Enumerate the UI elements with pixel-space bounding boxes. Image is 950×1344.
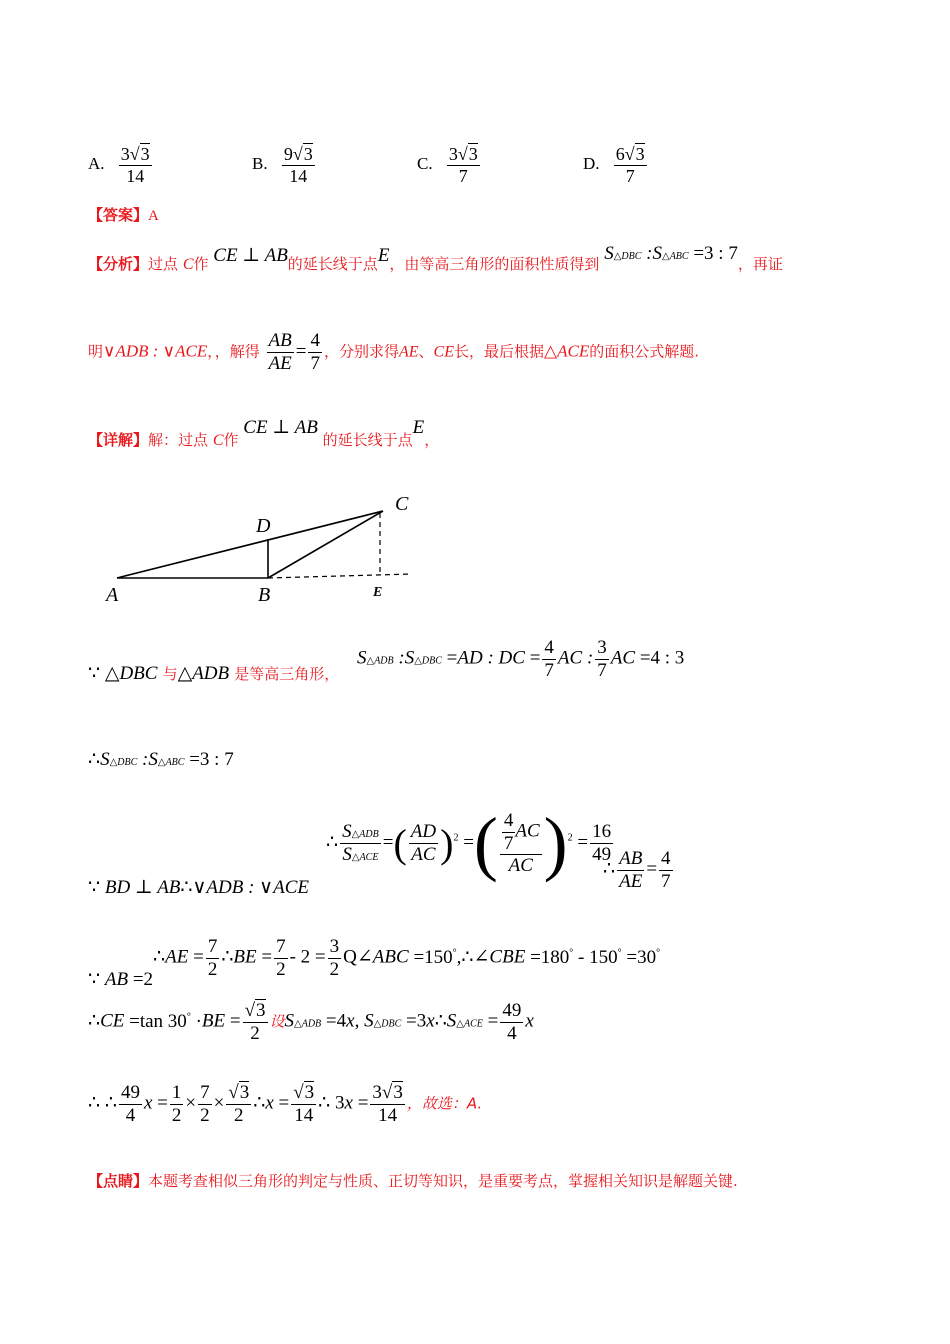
label-a: A <box>106 584 119 606</box>
detail-line-1: 【详解】解：过点 C作 CE ⊥ AB 的延长线于点E， <box>88 417 440 449</box>
step-4: ∵ AB =2∴AE = $\frac{7}{2}$ ∴BE = $\frac{7}{2}$ - 2 = $\frac{3}{2}$ Q∠ABC =150°,∴∠CBE =180° - 150° =30° <box>88 936 661 990</box>
label-c: C <box>395 493 409 515</box>
analysis-line-2: 明∨ADB : ∨ACE，，解得 $\frac{AB}{AE}$ = $\frac{4}{7}$ ，分别求得AE、CE长，最后根据△ACE的面积公式解题. <box>88 330 699 374</box>
option-c: C. $\frac{3√3}{7}$ <box>417 144 478 186</box>
answer-line: 【答案】A <box>88 206 159 224</box>
option-b: B. $\frac{9√3}{14}$ <box>252 144 313 186</box>
label-d: D <box>256 515 271 537</box>
label-b: B <box>258 584 271 606</box>
step-3-result: ∴ $\frac{AB}{AE}$ = $\frac{4}{7}$ <box>603 848 671 892</box>
step-6: ∴ ∴ $\frac{49}{4}$ x = $\frac{1}{2}$ × $\frac{7}{2}$ × $\frac{√3}{2}$ ∴x = $\frac{√3}{14}$ ∴ 3x = $\frac{3√3}{14}$ ，故选：A. <box>88 1082 483 1126</box>
step-3-formula: ∴ $\frac{\text{S△ADB}}{\text{S△ACE}}$ =( $\frac{AD}{AC}$ )$^2$ =( $\frac{4}{7}$ AC AC )$^2$ = $\frac{16}{49}$ <box>326 803 612 883</box>
option-d: D. $\frac{6√3}{7}$ <box>583 144 645 186</box>
step-1-formula: S△ADB :S△DBC =AD : DC = $\frac{4}{7}$ AC : $\frac{3}{7}$ AC =4 : 3 <box>357 637 685 681</box>
geometry-figure <box>100 488 430 608</box>
comment-line: 【点睛】本题考查相似三角形的判定与性质、正切等知识，是重要考点，掌握相关知识是解题关键. <box>88 1172 738 1190</box>
option-a: A. $\frac{3√3}{14}$ <box>88 144 150 186</box>
analysis-line-1: 【分析】过点 C作 CE ⊥ AB的延长线于点E，由等高三角形的面积性质得到 S△DBC :S△ABC =3 : 7，再证 <box>88 243 783 273</box>
step-2: ∴S△DBC :S△ABC =3 : 7 <box>88 749 234 770</box>
step-3: ∵ BD ⊥ AB∴∨ADB : ∨ACE <box>88 877 309 898</box>
label-e: E <box>373 585 383 600</box>
step-5: ∴CE =tan 30° ·BE = $\frac{√3}{2}$ 设S△ADB =4x, S△DBC =3x∴S△ACE = $\frac{49}{4}$ x <box>88 1000 534 1044</box>
step-1: ∵ △DBC 与△ADB 是等高三角形， <box>88 663 340 684</box>
